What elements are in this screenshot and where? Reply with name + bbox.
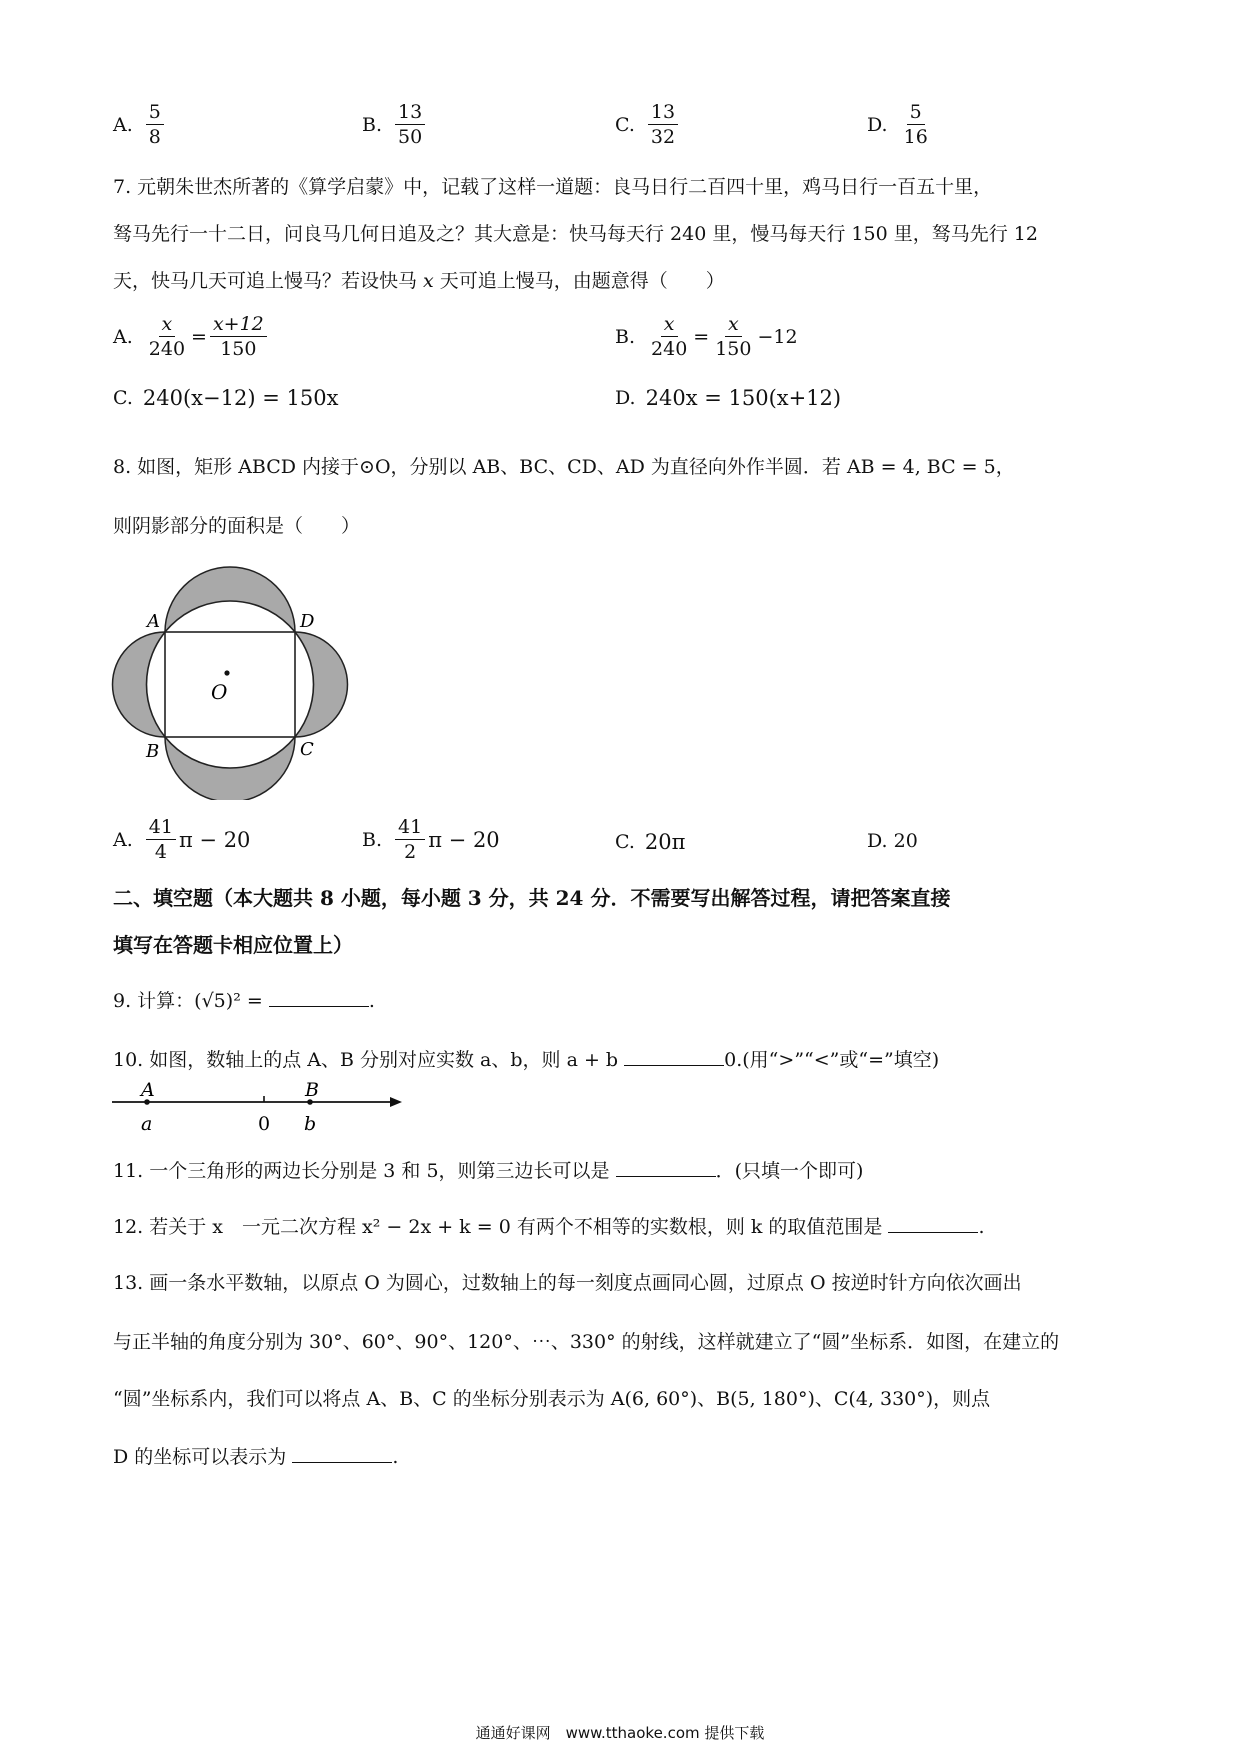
q12-end: . xyxy=(978,1216,985,1238)
q8-option-a xyxy=(113,815,250,864)
label-o: O xyxy=(211,680,228,704)
expression: 20π xyxy=(644,830,686,854)
text: 天可追上慢马，由题意得（ ） xyxy=(433,270,725,292)
center-point xyxy=(224,670,229,675)
label-b-upper: B xyxy=(305,1082,319,1101)
q13-text-line1: 13. 画一条水平数轴，以原点 O 为圆心，过数轴上的每一刻度点画同心圆，过原点 O 按逆时针方向依次画出 xyxy=(113,1272,1022,1294)
fraction xyxy=(210,312,267,361)
q8-option-c xyxy=(615,830,685,854)
q11-prompt: 11. 一个三角形的两边长分别是 3 和 5，则第三边长可以是 xyxy=(113,1160,610,1182)
q8-text-line2: 则阴影部分的面积是（ ） xyxy=(113,515,361,537)
q7-option-d xyxy=(615,386,841,410)
answer-blank[interactable] xyxy=(269,986,369,1007)
option-label: D. xyxy=(867,113,888,136)
option-label: C. xyxy=(113,387,133,409)
fraction xyxy=(648,312,690,361)
denominator: 240 xyxy=(651,338,688,360)
label-b: B xyxy=(146,741,160,762)
q13-prompt: D 的坐标可以表示为 xyxy=(113,1446,287,1468)
q13-text-line4 xyxy=(113,1442,398,1470)
section2-heading-line2: 填写在答题卡相应位置上） xyxy=(113,933,353,957)
q13-text-line2: 与正半轴的角度分别为 30°、60°、90°、120°、⋯、330° 的射线，这样就建立了“圆”坐标系．如图，在建立的 xyxy=(113,1331,1060,1353)
q6-option-d xyxy=(867,100,934,149)
fraction xyxy=(395,100,425,149)
q7-option-c xyxy=(113,386,338,410)
q8-figure xyxy=(110,560,350,800)
label-c: C xyxy=(300,739,314,760)
q10-end: 0.(用“>”“<”或“=”填空) xyxy=(724,1049,940,1071)
fraction xyxy=(146,100,164,149)
label-b-lower: b xyxy=(304,1113,317,1135)
fraction xyxy=(395,815,425,864)
denominator: 150 xyxy=(715,338,752,360)
circle-o xyxy=(147,601,314,768)
tail-term: π − 20 xyxy=(428,827,500,852)
q12-text xyxy=(113,1212,985,1240)
label-d: D xyxy=(300,611,315,632)
page-footer: 通通好课网 www.tthaoke.com 提供下载 xyxy=(475,1724,765,1742)
answer-blank[interactable] xyxy=(624,1045,724,1066)
fraction xyxy=(146,815,176,864)
fraction xyxy=(146,312,188,361)
q6-option-c xyxy=(615,100,681,149)
denominator: 4 xyxy=(154,841,167,863)
option-label: B. xyxy=(615,325,636,348)
q7-text-line2: 驽马先行一十二日，问良马几何日追及之？其大意是：快马每天行 240 里，慢马每天行 150 里，驽马先行 12 xyxy=(113,223,1038,245)
numerator: 5 xyxy=(146,100,164,125)
denominator: 240 xyxy=(148,338,186,360)
numerator: x xyxy=(159,312,176,337)
answer-blank[interactable] xyxy=(292,1442,392,1463)
q8-option-d xyxy=(867,830,928,852)
q13-end: . xyxy=(392,1446,399,1468)
q9-end: . xyxy=(368,990,375,1012)
numerator: x xyxy=(725,312,742,337)
q8-option-b xyxy=(362,815,500,864)
numerator: 41 xyxy=(395,815,425,840)
q9-text xyxy=(113,986,375,1014)
label-a-upper: A xyxy=(141,1082,155,1101)
numerator: 41 xyxy=(146,815,176,840)
q8-text-line1: 8. 如图，矩形 ABCD 内接于⊙O，分别以 AB、BC、CD、AD 为直径向外作半圆．若 AB = 4, BC = 5， xyxy=(113,456,1015,478)
option-label: B. xyxy=(362,113,383,136)
numerator: x+12 xyxy=(210,312,267,337)
q6-option-b xyxy=(362,100,428,149)
option-label: D. xyxy=(615,387,636,409)
q12-prompt: 12. 若关于 x 一元二次方程 x² − 2x + k = 0 有两个不相等的实数根，则 k 的取值范围是 xyxy=(113,1216,883,1238)
q7-option-a xyxy=(113,312,270,361)
equals-sign: = xyxy=(693,325,710,348)
answer-blank[interactable] xyxy=(616,1156,716,1177)
section2-heading-line1: 二、填空题（本大题共 8 小题，每小题 3 分，共 24 分．不需要写出解答过程，请把答案直接 xyxy=(113,886,951,910)
q11-end: ．(只填一个即可) xyxy=(715,1160,864,1182)
fraction xyxy=(901,100,931,149)
option-label: A. xyxy=(113,828,133,851)
option-label: C. xyxy=(615,113,635,136)
arrow-icon xyxy=(390,1097,402,1107)
q10-prompt: 10. 如图，数轴上的点 A、B 分别对应实数 a、b，则 a + b xyxy=(113,1049,619,1071)
q10-text xyxy=(113,1045,939,1073)
q6-option-a xyxy=(113,100,167,149)
denominator: 16 xyxy=(903,126,928,148)
option-label: A. xyxy=(113,113,133,136)
q13-text-line3: “圆”坐标系内，我们可以将点 A、B、C 的坐标分别表示为 A(6, 60°)、B(5, 180°)、C(4, 330°)，则点 xyxy=(113,1388,991,1410)
q10-number-line xyxy=(110,1082,410,1138)
q7-text-line3 xyxy=(113,268,725,294)
q11-text xyxy=(113,1156,863,1184)
numerator: 13 xyxy=(648,100,678,125)
variable-x: x xyxy=(423,270,434,292)
fraction xyxy=(648,100,678,149)
expression: 240x = 150(x+12) xyxy=(645,386,842,410)
option-label: B. xyxy=(362,828,383,851)
text: 天，快马几天可追上慢马？若设快马 xyxy=(113,270,424,292)
numerator: 5 xyxy=(907,100,925,125)
label-a: A xyxy=(147,611,160,632)
tail-term: π − 20 xyxy=(178,827,251,852)
denominator: 2 xyxy=(404,841,417,863)
label-a-lower: a xyxy=(141,1113,153,1135)
denominator: 50 xyxy=(398,126,423,148)
answer-blank[interactable] xyxy=(888,1212,978,1233)
q7-option-b xyxy=(615,312,798,361)
denominator: 150 xyxy=(220,338,257,360)
expression: 240(x−12) = 150x xyxy=(142,386,339,410)
option-label: D. 20 xyxy=(867,830,918,852)
numerator: x xyxy=(661,312,678,337)
denominator: 32 xyxy=(650,126,676,148)
tail-term: −12 xyxy=(757,325,798,348)
label-zero: 0 xyxy=(258,1113,271,1135)
q9-prompt: 9. 计算：(√5)² = xyxy=(113,990,263,1012)
denominator: 8 xyxy=(148,126,161,148)
fraction xyxy=(712,312,754,361)
option-label: A. xyxy=(113,325,133,348)
equals-sign: = xyxy=(191,325,207,348)
numerator: 13 xyxy=(395,100,425,125)
q7-text-line1: 7. 元朝朱世杰所著的《算学启蒙》中，记载了这样一道题：良马日行二百四十里，鸡马日行一百五十里， xyxy=(113,176,993,198)
option-label: C. xyxy=(615,831,635,853)
